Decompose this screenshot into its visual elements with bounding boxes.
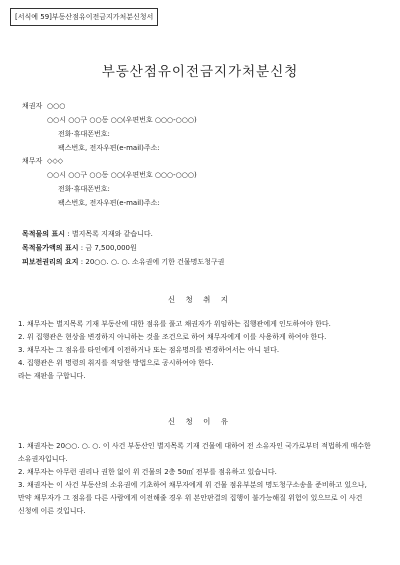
- right-label: 피보전권리의 요지: [22, 258, 79, 266]
- creditor-label: 채권자: [22, 102, 43, 110]
- price-label: 목적물가액의 표시: [22, 244, 79, 252]
- price-value: : 금 7,500,000원: [80, 244, 137, 252]
- purpose-heading: 신 청 취 지: [167, 295, 233, 304]
- target-label: 목적물의 표시: [22, 230, 66, 238]
- creditor-fax-email: 팩스번호, 전자우편(e-mail)주소:: [58, 144, 160, 152]
- purpose-item: 1. 채무자는 별지목록 기재 부동산에 대한 점유를 풀고 채권자가 위임하는 집행관에게 인도하여야 한다.: [18, 320, 331, 328]
- price-row: [22, 242, 137, 254]
- reason-list: [18, 440, 382, 518]
- purpose-item: 4. 집행관은 위 명령의 취지를 적당한 방법으로 공시하여야 한다.: [18, 359, 214, 367]
- target-value: : 별지목록 지재와 같습니다.: [67, 230, 153, 238]
- creditor-address: ○○시 ○○구 ○○동 ○○(우편번호 ○○○-○○○): [47, 116, 197, 124]
- debtor-address: ○○시 ○○구 ○○동 ○○(우편번호 ○○○-○○○): [47, 171, 197, 179]
- purpose-item: 3. 채무자는 그 점유를 타인에게 이전하거나 또는 점유명의를 변경하여서는 아니 된다.: [18, 346, 280, 354]
- purpose-item: 2. 위 집행관은 현상을 변경하지 아니하는 것을 조건으로 하여 채무자에게 이를 사용하게 하여야 한다.: [18, 333, 327, 341]
- debtor-fax-email: 팩스번호, 전자우편(e-mail)주소:: [58, 199, 160, 207]
- purpose-list: [18, 318, 382, 383]
- target-row: [22, 228, 153, 240]
- right-row: [22, 256, 224, 268]
- reason-item: 1. 채권자는 20○○. ○. ○. 이 사건 부동산인 별지목록 기재 건물에 대하여 전 소유자인 국가로부터 적법하게 매수한 소유권자입니다.: [18, 442, 371, 463]
- reason-item: 3. 채권자는 이 사건 부동산의 소유권에 기초하여 채무자에게 위 건물 점유부분의 명도청구소송을 준비하고 있으나, 만약 채무자가 그 점유를 다른 사람에게 이전해줄 경우 위 본안판결의 집행이 불가능해질 위험이 있으므로 이 사건 신청에 이른 것입니다.: [18, 481, 367, 515]
- creditor-name: ○○○: [47, 102, 66, 110]
- reason-heading: 신 청 이 유: [167, 417, 233, 426]
- creditor-phone: 전화·휴대폰번호:: [58, 130, 110, 138]
- debtor-name: ◇◇◇: [47, 157, 64, 165]
- form-number-tag: [서식예 59]부동산점유이전금지가처분신청서: [10, 8, 158, 26]
- debtor-phone: 전화·휴대폰번호:: [58, 185, 110, 193]
- right-value: : 20○○. ○. ○. 소유권에 기한 건물명도청구권: [80, 258, 225, 266]
- reason-item: 2. 채무자는 아무런 권리나 권한 없이 위 건물의 2층 50㎡ 전부를 점유하고 있습니다.: [18, 468, 277, 476]
- purpose-closing: 라는 재판을 구합니다.: [18, 372, 86, 380]
- debtor-label: 채무자: [22, 157, 43, 165]
- document-title: 부동산점유이전금지가처분신청: [101, 64, 299, 80]
